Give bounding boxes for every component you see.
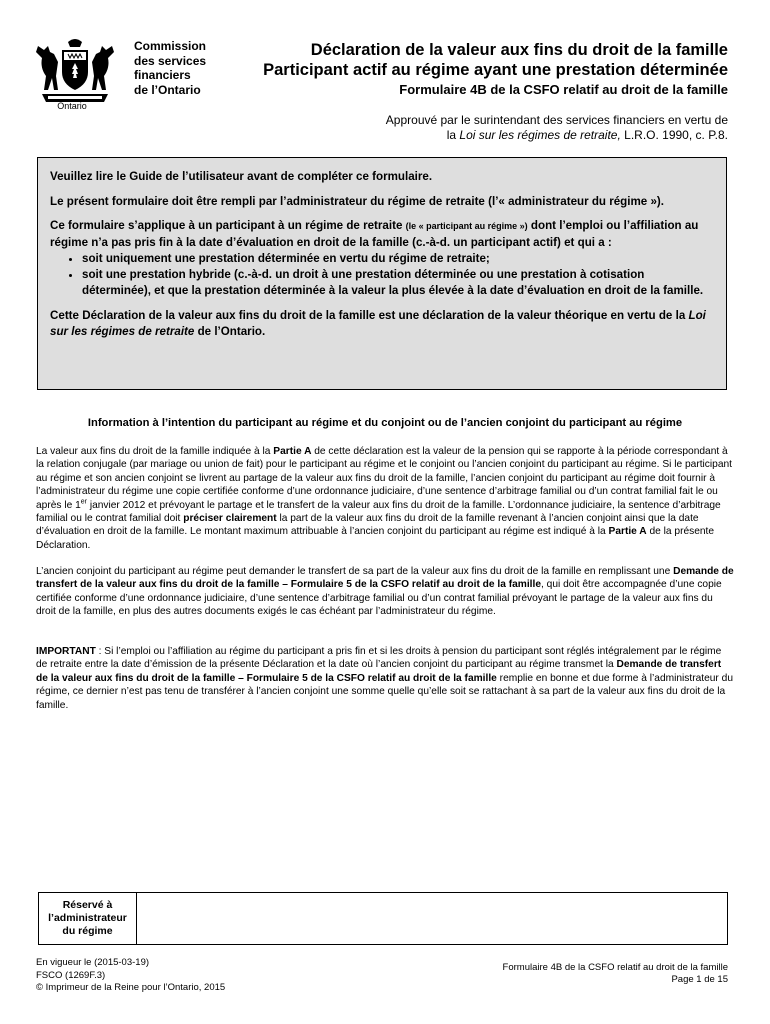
approval-statement: Approuvé par le surintendant des services financiers en vertu de la Loi sur les régimes de retraite, L.R.O. 1990, c. P.8. (385, 113, 728, 142)
reserved-input-area[interactable] (137, 893, 727, 944)
footer-form-name: Formulaire 4B de la CSFO relatif au droit de la famille (502, 962, 728, 973)
footer-left (36, 957, 225, 995)
info-section-heading: Information à l’intention du participant au régime et du conjoint ou de l’ancien conjoint du participant au régime (87, 417, 683, 429)
instructions-theoretical-value: Cette Déclaration de la valeur aux fins du droit de la famille est une déclaration de la valeur théorique en vertu de la Loi sur les régimes de retraite de l’Ontario. (50, 309, 706, 338)
footer-right (503, 962, 728, 986)
form-code: FSCO (1269F.3) (36, 969, 106, 981)
info-paragraph-1: La valeur aux fins du droit de la famille indiquée à la Partie A de cette déclaration est la valeur de la pension qui se rapporte à la période correspondant à la relation conjugale (par mariage ou union de fait) pour le participant au régime et le conjoint ou l’ancien conjoint du participant au régime. Si le participant au régime et son ancien conjoint se livrent au partage de la valeur aux fins du droit de la famille, l’ancien conjoint du participant au régime doit fournir à l’administrateur du régime une copie certifiée conforme d’une ordonnance judiciaire, d’une sentence d’arbitrage familial ou d’un contrat familial fait le ou après le 1er janvier 2012 et prévoyant le partage et le transfert de la valeur aux fins du droit de la famille. L’ordonnance judiciaire, la sentence d’arbitrage familial ou le contrat familial doit préciser clairement la part de la valeur aux fins du droit de la famille revenant à l’ancien conjoint ainsi que la date d’évaluation en droit de la famille. Le montant maximum attribuable à l’ancien conjoint du participant au régime est indiqué à la Partie A de la présente Déclaration. (36, 446, 732, 551)
form-title-block (263, 40, 728, 98)
instructions-box (37, 157, 727, 390)
form-subtitle: Participant actif au régime ayant une prestation déterminée (263, 61, 728, 79)
instructions-applies-to: Ce formulaire s’applique à un participant à un régime de retraite (le « participant au régime ») dont l’emploi ou l’affiliation au régime n’a pas pris fin à la date d’évaluation en droit de la famille (c.-à-d. un participant actif) et qui a : (50, 219, 699, 249)
copyright: © Imprimeur de la Reine pour l’Ontario, 2015 (36, 982, 226, 993)
instructions-completed-by: Le présent formulaire doit être rempli par l’administrateur du régime de retraite (l’« administrateur du régime »). (50, 194, 664, 208)
effective-date: En vigueur le (2015-03-19) (36, 957, 150, 968)
page-number: Page 1 de 15 (671, 974, 728, 985)
form-number: Formulaire 4B de la CSFO relatif au droit de la famille (399, 82, 728, 97)
commission-name: Commission des services financiers de l’Ontario (134, 39, 207, 97)
reserved-label: Réservé à l’administrateur du régime (39, 893, 137, 944)
form-title: Déclaration de la valeur aux fins du droit de la famille (310, 41, 728, 59)
instructions-bullet-list (50, 251, 714, 298)
info-paragraph-2: L’ancien conjoint du participant au régime peut demander le transfert de sa part de la valeur aux fins du droit de la famille en remplissant une Demande de transfert de la valeur aux fins du droit de la famille – Formulaire 5 de la CSFO relatif au droit de la famille, qui doit être accompagnée d’une copie certifiée conforme d’une ordonnance judiciaire, d’une sentence d’arbitrage familial ou d’un contrat familial prévoyant le partage de la valeur aux fins du droit de la famille, en plus des autres documents exigés le cas échéant par l’administrateur du régime. (36, 566, 734, 618)
administrator-reserved-box (38, 892, 728, 945)
info-paragraph-important: IMPORTANT : Si l’emploi ou l’affiliation au régime du participant a pris fin et si les droits à pension du participant sont réglés intégralement par le régime de retraite entre la date d’émission de la présente Déclaration et la date où l’ancien conjoint du participant au régime transmet la Demande de transfert de la valeur aux fins du droit de la famille – Formulaire 5 de la CSFO relatif au droit de la famille remplie en bonne et due forme à l’administrateur du régime, ce dernier n’est pas tenu de transférer à l’ancien conjoint une somme quelle qu’elle soit se rattachant à sa part de la valeur aux fins du droit de la famille. (36, 646, 733, 711)
list-item: • soit une prestation hybride (c.-à-d. un droit à une prestation déterminée ou une prestation à cotisation déterminée), et que la prestation déterminée à la valeur la plus élevée à la date d’évaluation en droit de la famille. (82, 267, 714, 298)
list-item: • soit uniquement une prestation déterminée en vertu du régime de retraite; (82, 251, 714, 267)
instructions-read-guide: Veuillez lire le Guide de l’utilisateur avant de compléter ce formulaire. (50, 170, 433, 183)
ontario-coat-of-arms-icon (30, 36, 120, 108)
logo-wordmark: Ontario (57, 101, 87, 111)
